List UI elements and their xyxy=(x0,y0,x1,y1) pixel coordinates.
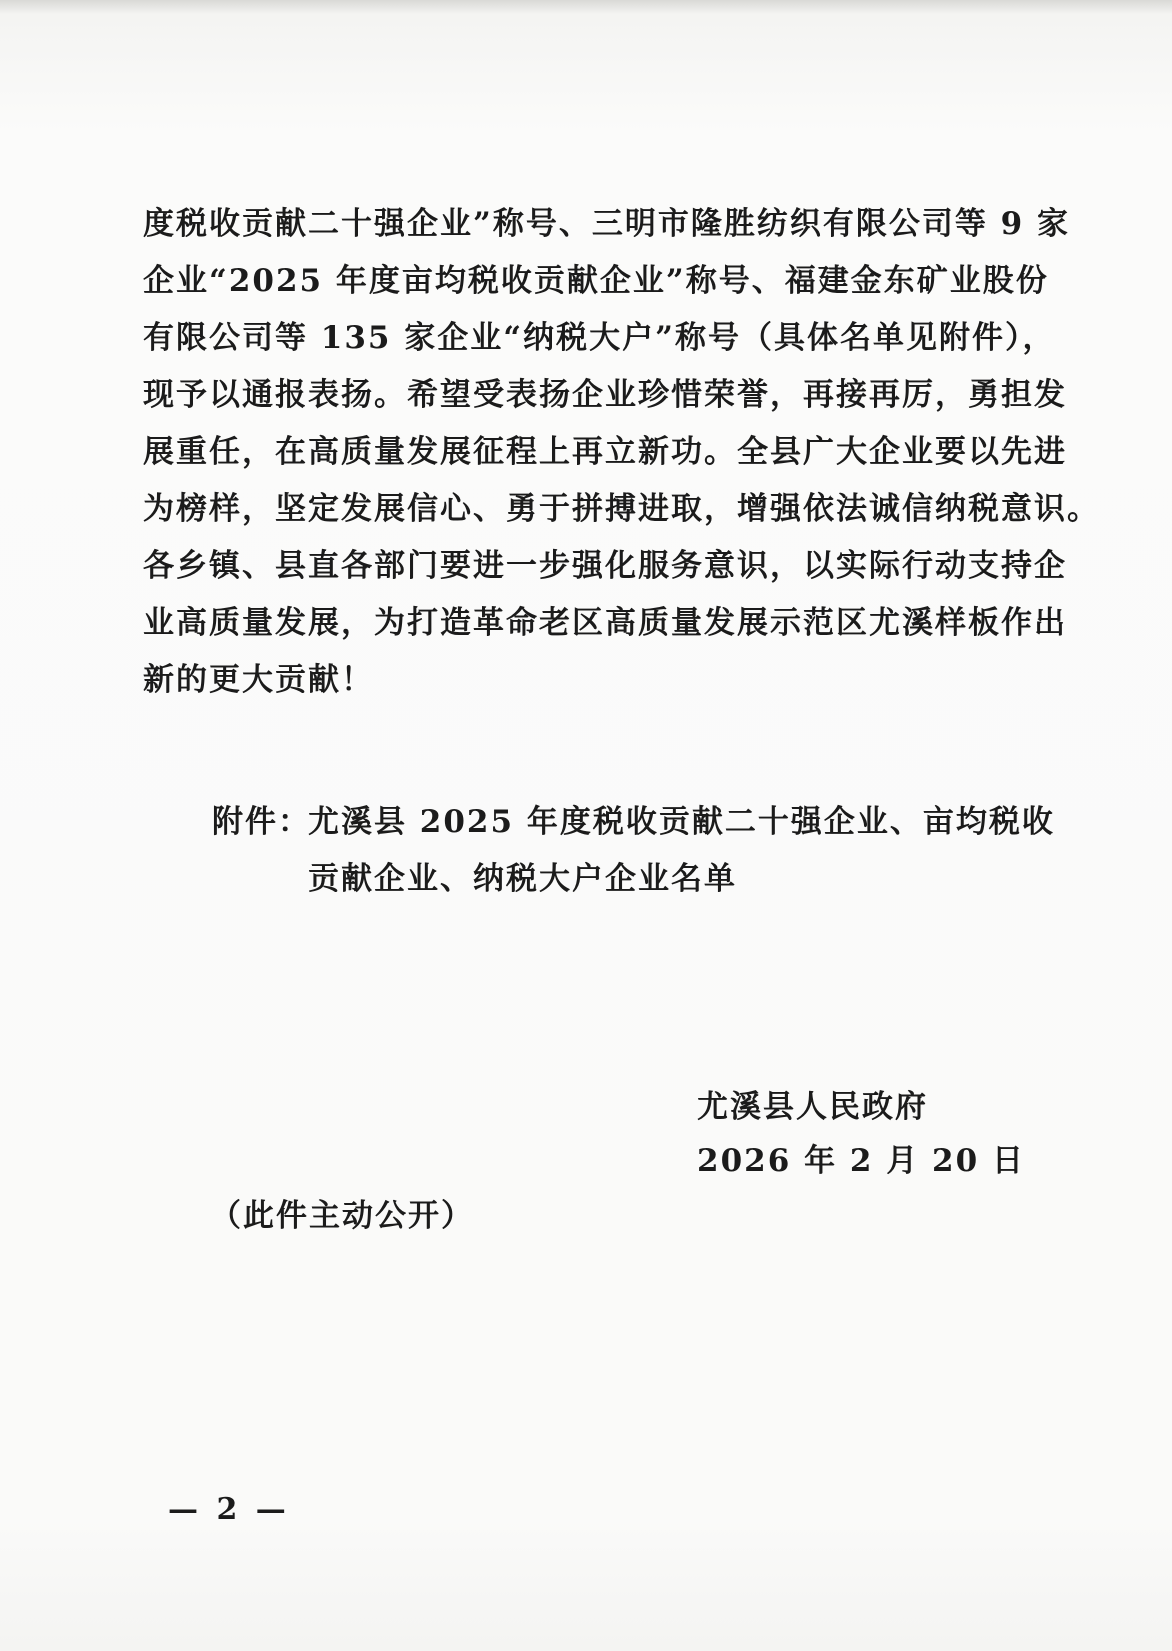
attachment-label: 附件： xyxy=(212,804,311,840)
body-line-5: 展重任，在高质量发展征程上再立新功。全县广大企业要以先进 xyxy=(143,434,1067,470)
attachment-row-2 xyxy=(212,851,1055,908)
body-line-2: 企业“2025 年度亩均税收贡献企业”称号、福建金东矿业股份 xyxy=(143,263,1049,299)
attachment-title-line-1: 尤溪县 2025 年度税收贡献二十强企业、亩均税收 xyxy=(308,804,1055,840)
body-line-1: 度税收贡献二十强企业”称号、三明市隆胜纺织有限公司等 9 家 xyxy=(143,206,1070,242)
issue-date: 2026 年 2 月 20 日 xyxy=(697,1143,1025,1179)
signature-block xyxy=(697,1080,1025,1188)
body-paragraph xyxy=(143,196,1100,709)
body-line-7: 各乡镇、县直各部门要进一步强化服务意识，以实际行动支持企 xyxy=(143,548,1067,584)
body-line-9: 新的更大贡献！ xyxy=(143,662,374,698)
body-line-8: 业高质量发展，为打造革命老区高质量发展示范区尤溪样板作出 xyxy=(143,605,1067,641)
issuer-name: 尤溪县人民政府 xyxy=(697,1089,928,1125)
body-line-6: 为榜样，坚定发展信心、勇于拼搏进取，增强依法诚信纳税意识。 xyxy=(143,491,1100,527)
page-number: — 2 — xyxy=(168,1492,290,1527)
attachment-row-1 xyxy=(212,794,1055,851)
attachment-title-line-2: 贡献企业、纳税大户企业名单 xyxy=(308,861,737,897)
body-line-3: 有限公司等 135 家企业“纳税大户”称号（具体名单见附件）， xyxy=(143,320,1056,356)
scan-top-edge xyxy=(0,0,1172,14)
attachment-note xyxy=(212,794,1055,908)
disclosure-note: （此件主动公开） xyxy=(210,1198,474,1234)
body-line-4: 现予以通报表扬。希望受表扬企业珍惜荣誉，再接再厉，勇担发 xyxy=(143,377,1067,413)
